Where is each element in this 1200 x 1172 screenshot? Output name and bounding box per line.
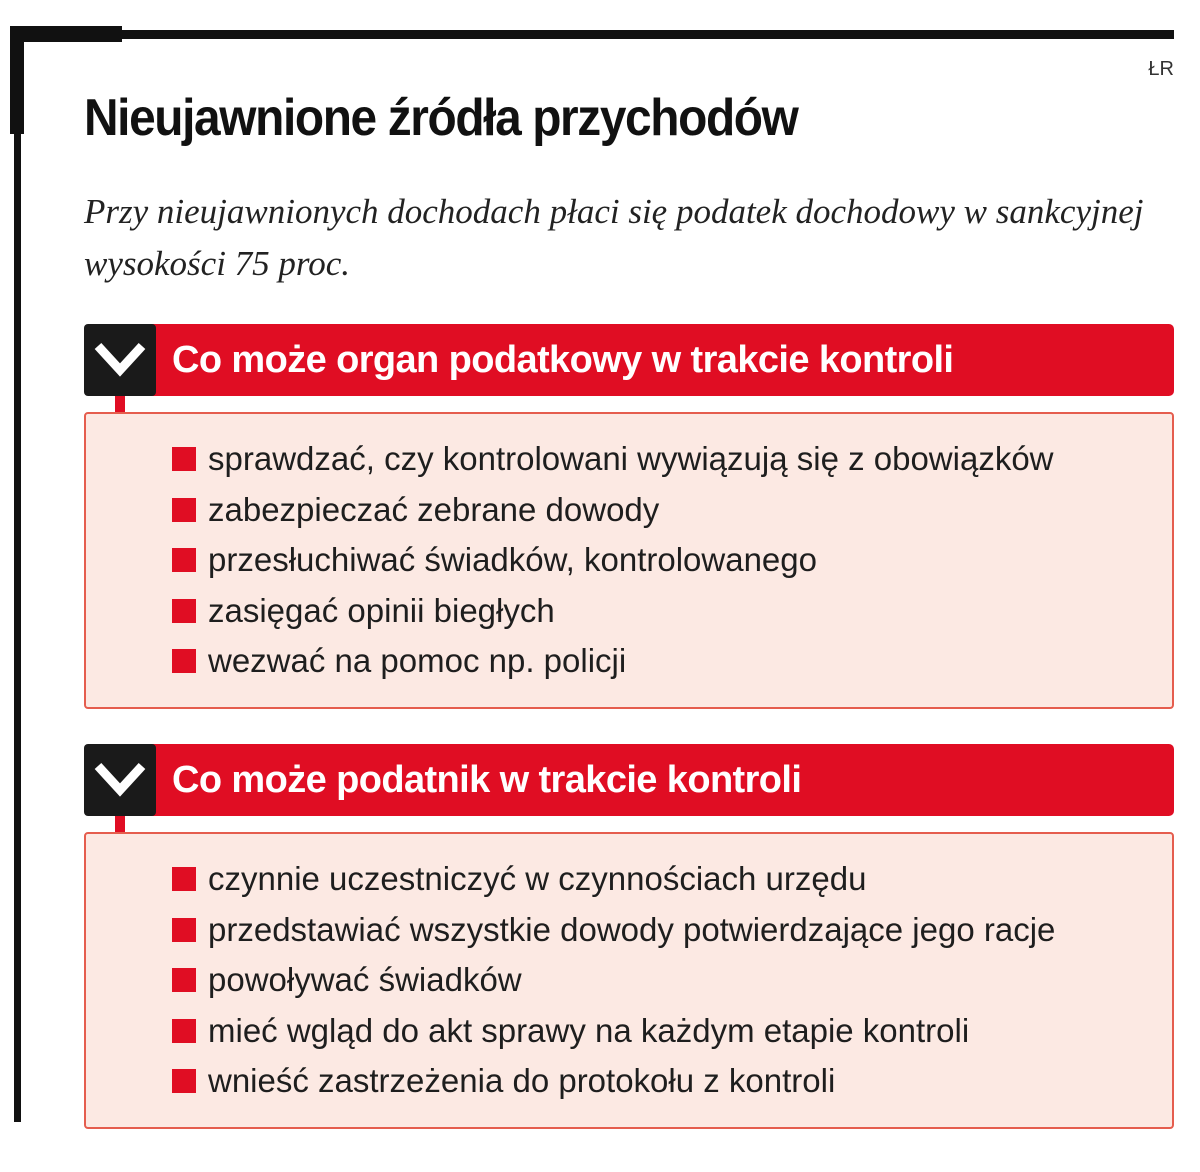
- item-list: [172, 854, 1162, 1107]
- section-taxpayer: [84, 744, 1174, 1129]
- section-panel: [84, 832, 1174, 1129]
- bullet-icon: [172, 918, 196, 942]
- list-item: [172, 535, 1162, 586]
- section-heading: Co może organ podatkowy w trakcie kontroli: [172, 339, 954, 381]
- bullet-icon: [172, 1069, 196, 1093]
- list-item-text: czynnie uczestniczyć w czynnościach urzędu: [208, 860, 867, 897]
- list-item: [172, 434, 1162, 485]
- bullet-icon: [172, 548, 196, 572]
- bullet-icon: [172, 867, 196, 891]
- section-connector: [115, 816, 125, 832]
- top-frame-accent: [10, 26, 122, 42]
- top-frame-rule: [10, 30, 1174, 39]
- bullet-icon: [172, 1019, 196, 1043]
- chevron-down-icon: [84, 744, 156, 816]
- list-item: [172, 905, 1162, 956]
- list-item: [172, 586, 1162, 637]
- bullet-icon: [172, 447, 196, 471]
- list-item-text: przesłuchiwać świadków, kontrolowanego: [208, 541, 817, 578]
- left-frame-rule: [14, 26, 21, 1122]
- list-item-text: wezwać na pomoc np. policji: [208, 642, 627, 679]
- page-title: Nieujawnione źródła przychodów: [84, 89, 798, 147]
- section-connector: [115, 396, 125, 412]
- list-item: [172, 1056, 1162, 1107]
- section-header: [84, 324, 1174, 396]
- section-heading: Co może podatnik w trakcie kontroli: [172, 759, 802, 801]
- bullet-icon: [172, 498, 196, 522]
- bullet-icon: [172, 649, 196, 673]
- bullet-icon: [172, 599, 196, 623]
- list-item: [172, 485, 1162, 536]
- list-item: [172, 636, 1162, 687]
- bullet-icon: [172, 968, 196, 992]
- chevron-down-icon: [84, 324, 156, 396]
- list-item-text: zasięgać opinii biegłych: [208, 591, 555, 629]
- list-item-text: sprawdzać, czy kontrolowani wywiązują się z obowiązków: [208, 440, 1054, 477]
- author-credit: ŁR: [1148, 58, 1174, 80]
- list-item: [172, 1006, 1162, 1057]
- page-subtitle: Przy nieujawnionych dochodach płaci się podatek dochodowy w sankcyjnej wysokości 75 proc.: [84, 192, 1144, 283]
- list-item-text: mieć wgląd do akt sprawy na każdym etapie kontroli: [208, 1011, 970, 1049]
- section-header: [84, 744, 1174, 816]
- list-item: [172, 854, 1162, 905]
- section-tax-authority: [84, 324, 1174, 709]
- item-list: [172, 434, 1162, 687]
- section-panel: [84, 412, 1174, 709]
- list-item-text: wnieść zastrzeżenia do protokołu z kontroli: [208, 1062, 836, 1099]
- list-item-text: przedstawiać wszystkie dowody potwierdzające jego racje: [208, 910, 1056, 948]
- list-item-text: powoływać świadków: [208, 961, 522, 998]
- list-item: [172, 955, 1162, 1006]
- list-item-text: zabezpieczać zebrane dowody: [208, 490, 660, 528]
